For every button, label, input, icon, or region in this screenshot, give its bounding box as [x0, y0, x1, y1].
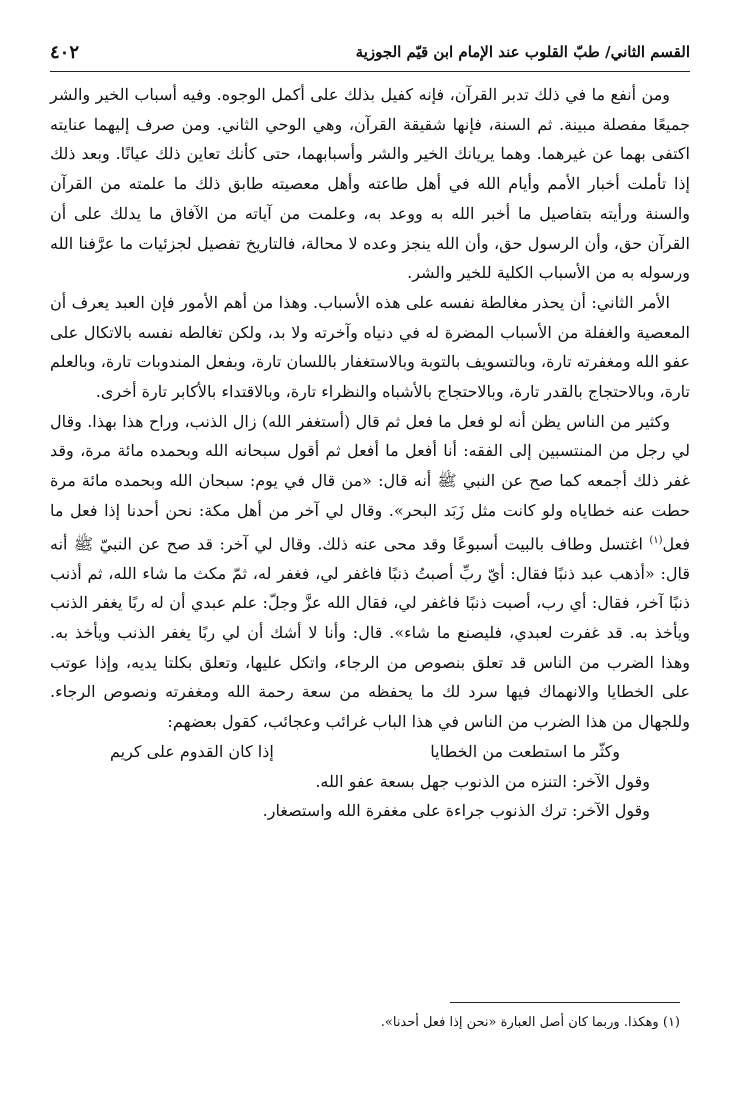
footnote	[50, 1012, 680, 1034]
paragraph-1: ومن أنفع ما في ذلك تدبر القرآن، فإنه كفيل بذلك على أكمل الوجوه. وفيه أسباب الخير والشر جميعًا مفصلة مبينة. ثم السنة، فإنها شقيقة القرآن، وهي الوحي الثاني. ومن صرف إليهما عنايته اكتفى بهما عن غيرهما. وهما يريانك الخير والشر وأسبابهما، حتى كأنك تعاين ذلك عيانًا. وبعد ذلك إذا تأملت أخبار الأمم وأيام الله في أهل طاعته وأهل معصيته طابق ذلك ما علمته من القرآن والسنة ورأيته بتفاصيل ما أخبر الله به ووعد به، وعلمت من آياته من الآفاق ما يدلك على أن القرآن حق، وأن الرسول حق، وأن الله ينجز وعده لا محالة، فالتاريخ تفصيل لجزئيات ما عرَّفنا الله ورسوله به من الأسباب الكلية للخير والشر.	[50, 85, 691, 283]
paragraph-3-part-b: اغتسل وطاف بالبيت أسبوعًا وقد محى عنه ذلك. وقال لي آخر: قد صح عن النبيّ ﷺ أنه قال: «أذهب عبد ذنبًا فقال: أيّ ربِّ أصبتُ ذنبًا فاغفر لي، فغفر له، ثمّ مكث ما شاء الله، ثم أذنب ذنبًا آخر، فقال: أي رب، أصبت ذنبًا فاغفر لي، فقال الله عزَّ وجلّ: علم عبدي أن له ربًا يغفر الذنب ويأخذ به. قد غفرت لعبدي، فليصنع ما شاء». قال: وأنا لا أشك أن لي ربًا يغفر الذنب ويأخذ به. وهذا الضرب من الناس قد تعلق بنصوص من الرجاء، واتكل عليها، وتعلق بكلتا يديه، وإذا عوتب على الخطايا والانهماك فيها سرد لك ما يحفظه من سعة رحمة الله ومغفرته ونصوص الرجاء. وللجهال من هذا الضرب من الناس في هذا الباب غرائب وعجائب، كقول بعضهم:	[50, 533, 691, 732]
quote-line-2: وقول الآخر: ترك الذنوب جراءة على مغفرة الله واستصغار.	[262, 801, 650, 821]
verse-second-hemistich: إذا كان القدوم على كريم	[110, 741, 274, 761]
paragraph-3-part-a: وكثير من الناس يظن أنه لو فعل ما فعل ثم قال (أستغفر الله) زال الذنب، وراح هذا بهذا. وقال لي رجل من المنتسبين إلى الفقه: أنا أفعل ما أفعل ثم أقول سبحانه الله وبحمده مائة مرة، وقد غفر ذلك أجمعه كما صح عن النبي ﷺ أنه قال: «من قال في يوم: سبحان الله وبحمده مائة مرة حطت عنه خطاياه ولو كانت مثل زَبَد البحر». وقال لي آخر من أهل مكة: نحن أحدنا إذا فعل ما فعل	[50, 411, 690, 553]
running-header	[50, 38, 690, 66]
quote-line-1: وقول الآخر: التنزه من الذنوب جهل بسعة عفو الله.	[315, 771, 650, 791]
paragraph-2: الأمر الثاني: أن يحذر مغالطة نفسه على هذه الأسباب. وهذا من أهم الأمور فإن العبد يعرف أن المعصية والغفلة من الأسباب المضرة له في دنياه وآخرته ولا بد، ولكن تغالطه نفسه بالاتكال على عفو الله ومغفرته تارة، وبالتسويف بالتوبة وبالاستغفار باللسان تارة، وبفعل المندوبات تارة، وبالعلم تارة، وبالاحتجاج بالقدر تارة، وبالاحتجاج بالأشباه والنظراء تارة، وبالاقتداء بالأكابر تارة أخرى.	[50, 292, 690, 402]
page-number: ٤٠٢	[50, 41, 80, 63]
footnote-rule	[450, 1002, 680, 1003]
paragraph-3	[50, 407, 690, 737]
poem-verse	[50, 737, 690, 767]
footnote-reference[interactable]: (١)	[649, 534, 663, 546]
header-rule	[50, 71, 690, 72]
footnote-marker: (١)	[662, 1015, 680, 1030]
verse-first-hemistich: وكثّر ما استطعت من الخطايا	[430, 741, 620, 761]
footnote-text: وهكذا. وربما كان أصل العبارة «نحن إذا فعل أحدنا».	[380, 1015, 659, 1030]
body-text	[50, 80, 690, 826]
header-title: القسم الثاني/ طبّ القلوب عند الإمام ابن قيّم الجوزية	[355, 43, 690, 61]
